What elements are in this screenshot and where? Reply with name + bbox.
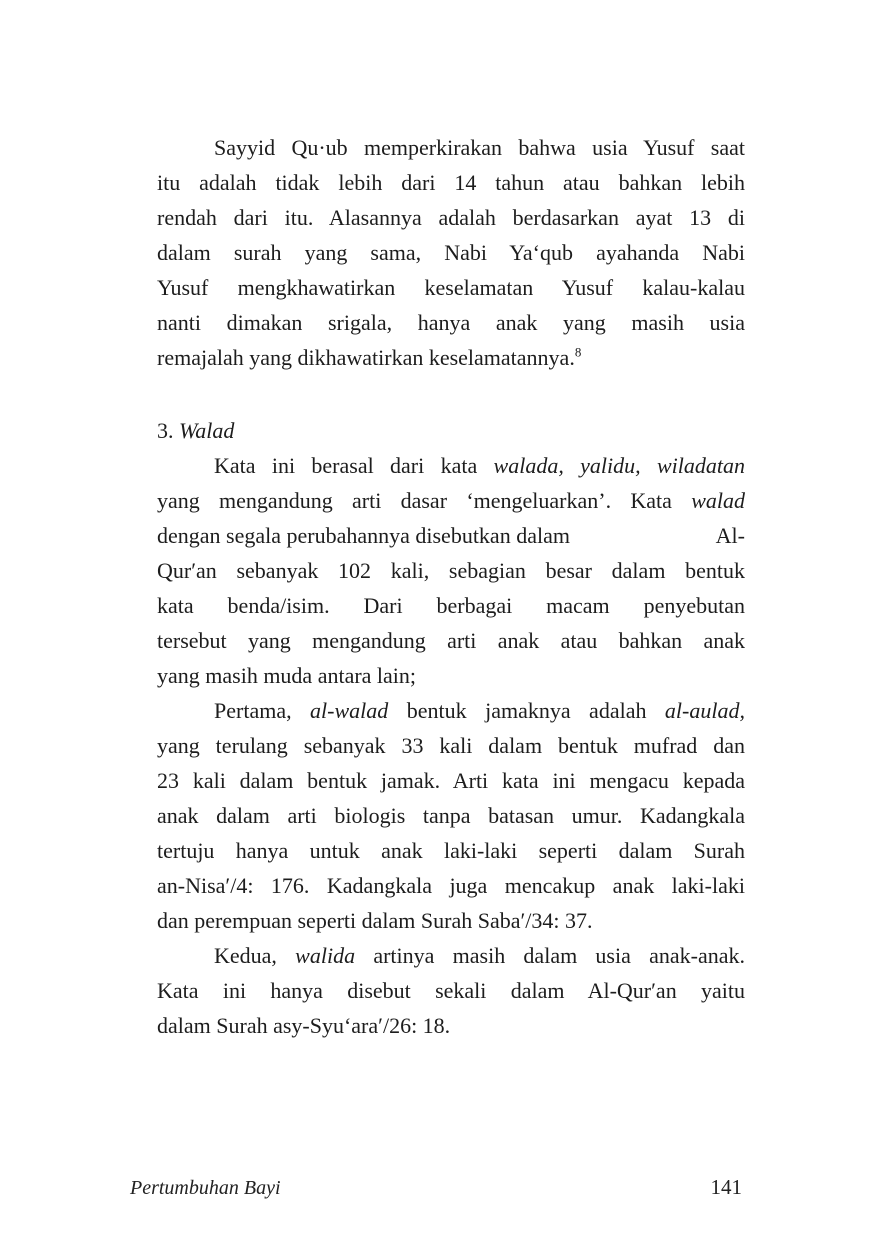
text-segment: artinya masih dalam usia anak-anak. [355, 943, 745, 968]
text-line [157, 763, 745, 798]
italic-text-segment: walada, yalidu, wiladatan [493, 453, 745, 478]
text-line [157, 868, 745, 903]
text-segment: Al- [715, 523, 745, 548]
text-line [157, 658, 745, 693]
text-segment: dalam surah yang sama, Nabi Ya‘qub ayahanda Nabi [157, 240, 745, 265]
text-line [157, 483, 745, 518]
text-segment: anak dalam arti biologis tanpa batasan umur. Kadangkala [157, 803, 745, 828]
text-segment: dengan segala perubahannya disebutkan dalam [157, 523, 570, 548]
text-segment: nanti dimakan srigala, hanya anak yang masih usia [157, 310, 745, 335]
text-segment: 23 kali dalam bentuk jamak. Arti kata ini mengacu kepada [157, 768, 745, 793]
text-line [157, 305, 745, 340]
running-footer-title: Pertumbuhan Bayi [130, 1177, 281, 1199]
text-line [157, 693, 745, 728]
page-footer [130, 1172, 742, 1202]
italic-text-segment: Walad [179, 418, 235, 443]
text-line-wide-gap [157, 518, 745, 553]
text-segment: bentuk jamaknya adalah [388, 698, 665, 723]
page-body [157, 130, 745, 1043]
footnote-reference: 8 [574, 344, 582, 360]
text-line [157, 1008, 745, 1043]
paragraph-pertama-al-walad [157, 693, 745, 938]
text-segment: an-Nisa′/4: 176. Kadangkala juga mencakup anak laki-laki [157, 873, 745, 898]
italic-text-segment: walida [295, 943, 356, 968]
text-line [157, 270, 745, 305]
text-line [157, 200, 745, 235]
text-segment: 3. [157, 418, 179, 443]
section-spacer [157, 375, 745, 413]
text-line [157, 553, 745, 588]
text-line [157, 973, 745, 1008]
italic-text-segment: walad [691, 488, 745, 513]
text-line-with-footnote-ref [157, 340, 745, 375]
text-segment: yang masih muda antara lain; [157, 663, 417, 688]
page-number: 141 [710, 1175, 742, 1199]
text-segment: Qur′an sebanyak 102 kali, sebagian besar dalam bentuk [157, 558, 745, 583]
text-segment: remajalah yang dikhawatirkan keselamatannya. [157, 345, 575, 370]
text-line [157, 623, 745, 658]
text-segment: Kedua, [214, 943, 296, 968]
italic-text-segment: al-aulad, [664, 698, 745, 723]
text-line [157, 165, 745, 200]
text-segment: itu adalah tidak lebih dari 14 tahun atau bahkan lebih [157, 170, 745, 195]
text-segment: Yusuf mengkhawatirkan keselamatan Yusuf kalau-kalau [157, 275, 745, 300]
text-segment: Pertama, [214, 698, 311, 723]
text-segment: rendah dari itu. Alasannya adalah berdasarkan ayat 13 di [157, 205, 745, 230]
text-segment: tersebut yang mengandung arti anak atau bahkan anak [157, 628, 745, 653]
text-segment: Sayyid Qu·ub memperkirakan bahwa usia Yusuf saat [214, 135, 745, 160]
text-line [157, 798, 745, 833]
text-segment: yang terulang sebanyak 33 kali dalam bentuk mufrad dan [157, 733, 745, 758]
text-line [157, 938, 745, 973]
text-line [157, 235, 745, 270]
text-segment: yang mengandung arti dasar ‘mengeluarkan’. Kata [157, 488, 692, 513]
text-line [157, 130, 745, 165]
italic-text-segment: al-walad [310, 698, 389, 723]
text-line [157, 903, 745, 938]
section-heading-walad [157, 413, 745, 448]
paragraph-walad-definition [157, 448, 745, 693]
text-line [157, 448, 745, 483]
text-segment: dan perempuan seperti dalam Surah Saba′/34: 37. [157, 908, 593, 933]
paragraph-sayyid-qutb [157, 130, 745, 375]
text-segment: tertuju hanya untuk anak laki-laki seperti dalam Surah [157, 838, 745, 863]
paragraph-kedua-walida [157, 938, 745, 1043]
text-line [157, 588, 745, 623]
text-line [157, 833, 745, 868]
text-segment: Kata ini berasal dari kata [214, 453, 494, 478]
text-segment: kata benda/isim. Dari berbagai macam penyebutan [157, 593, 745, 618]
text-segment: Kata ini hanya disebut sekali dalam Al-Qur′an yaitu [157, 978, 745, 1003]
text-line [157, 728, 745, 763]
text-segment: dalam Surah asy-Syu‘ara′/26: 18. [157, 1013, 451, 1038]
